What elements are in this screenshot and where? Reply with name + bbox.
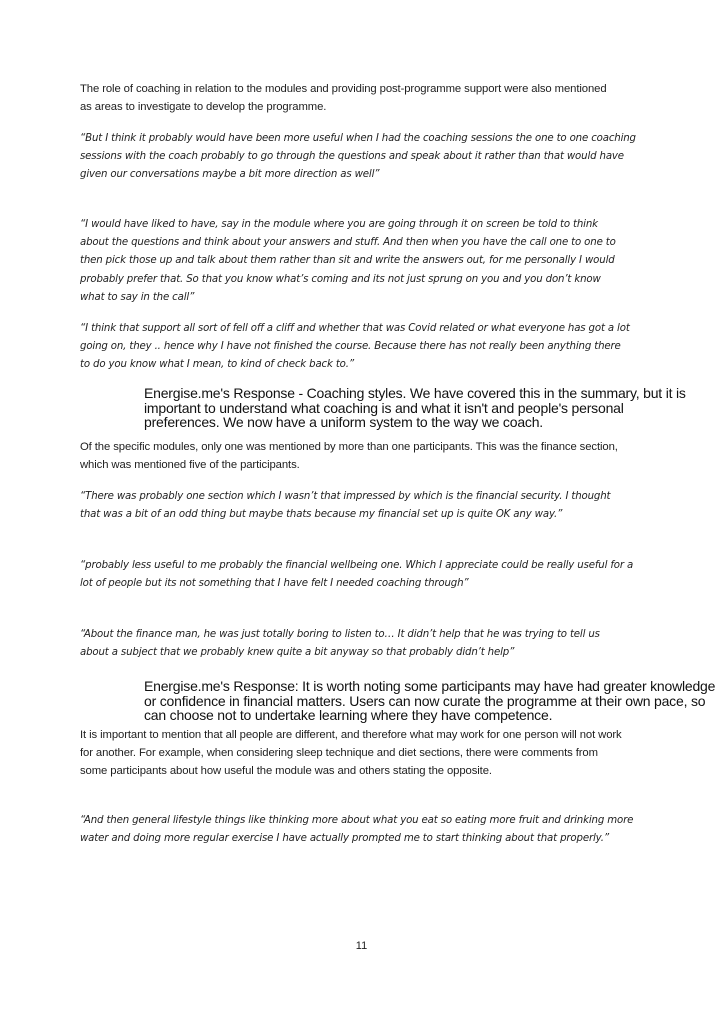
quote-coaching-sessions: “But I think it probably would have been more useful when I had the coaching sessions the one to one coaching sessions with the coach probably to go through the questions and speak about it rather than that would have given our conversations maybe a bit more direction as well”: [80, 133, 636, 181]
page-number: 11: [355, 940, 368, 952]
paragraph-people-different: It is important to mention that all people are different, and therefore what may work for one person will not work for another. For example, when considering sleep technique and diet sections, there were comments from some participants about how useful the module was and others stating the opposite.: [80, 729, 622, 778]
quote-finance-man: “About the finance man, he was just totally boring to listen to… It didn’t help that he was trying to tell us about a subject that we probably knew quite a bit anyway so that probably didn’t help”: [80, 629, 600, 659]
response-coaching-styles: Energise.me's Response - Coaching styles. We have covered this in the summary, but it is important to understand what coaching is and what it isn't and people's personal preferences. We now have a uniform system to the way we coach.: [144, 385, 686, 430]
response-financial-knowledge: Energise.me's Response: It is worth noting some participants may have had greater knowledge or confidence in financial matters. Users can now curate the programme at their own pace, so can choose not to undertake learning where they have competence.: [144, 678, 716, 723]
paragraph-finance-module: Of the specific modules, only one was mentioned by more than one participants. This was the finance section, which was mentioned five of the participants.: [80, 441, 618, 472]
quote-financial-security: “There was probably one section which I wasn’t that impressed by which is the financial security. I thought that was a bit of an odd thing but maybe thats because my financial set up is quite OK any way.”: [80, 491, 611, 521]
quote-module-questions: “I would have liked to have, say in the module where you are going through it on screen be told to think about the questions and think about your answers and stuff. And then when you have the call one to one to then pick those up and talk about them rather than sit and write the answers out, for me personally I would probably prefer that. So that you know what’s coming and its not just sprung on you and you don’t know what to say in the call”: [80, 219, 616, 303]
quote-support-cliff: “I think that support all sort of fell off a cliff and whether that was Covid related or what everyone has got a lot going on, they .. hence why I have not finished the course. Because there has not really been anything there to do you know what I mean, to kind of check back to.”: [80, 323, 630, 371]
quote-general-lifestyle: “And then general lifestyle things like thinking more about what you eat so eating more fruit and drinking more water and doing more regular exercise I have actually prompted me to start thinking about that properly.”: [80, 815, 634, 845]
quote-financial-wellbeing: “probably less useful to me probably the financial wellbeing one. Which I appreciate could be really useful for a lot of people but its not something that I have felt I needed coaching through”: [80, 560, 634, 590]
paragraph-coaching-role: The role of coaching in relation to the modules and providing post-programme support were also mentioned as areas to investigate to develop the programme.: [80, 83, 607, 114]
